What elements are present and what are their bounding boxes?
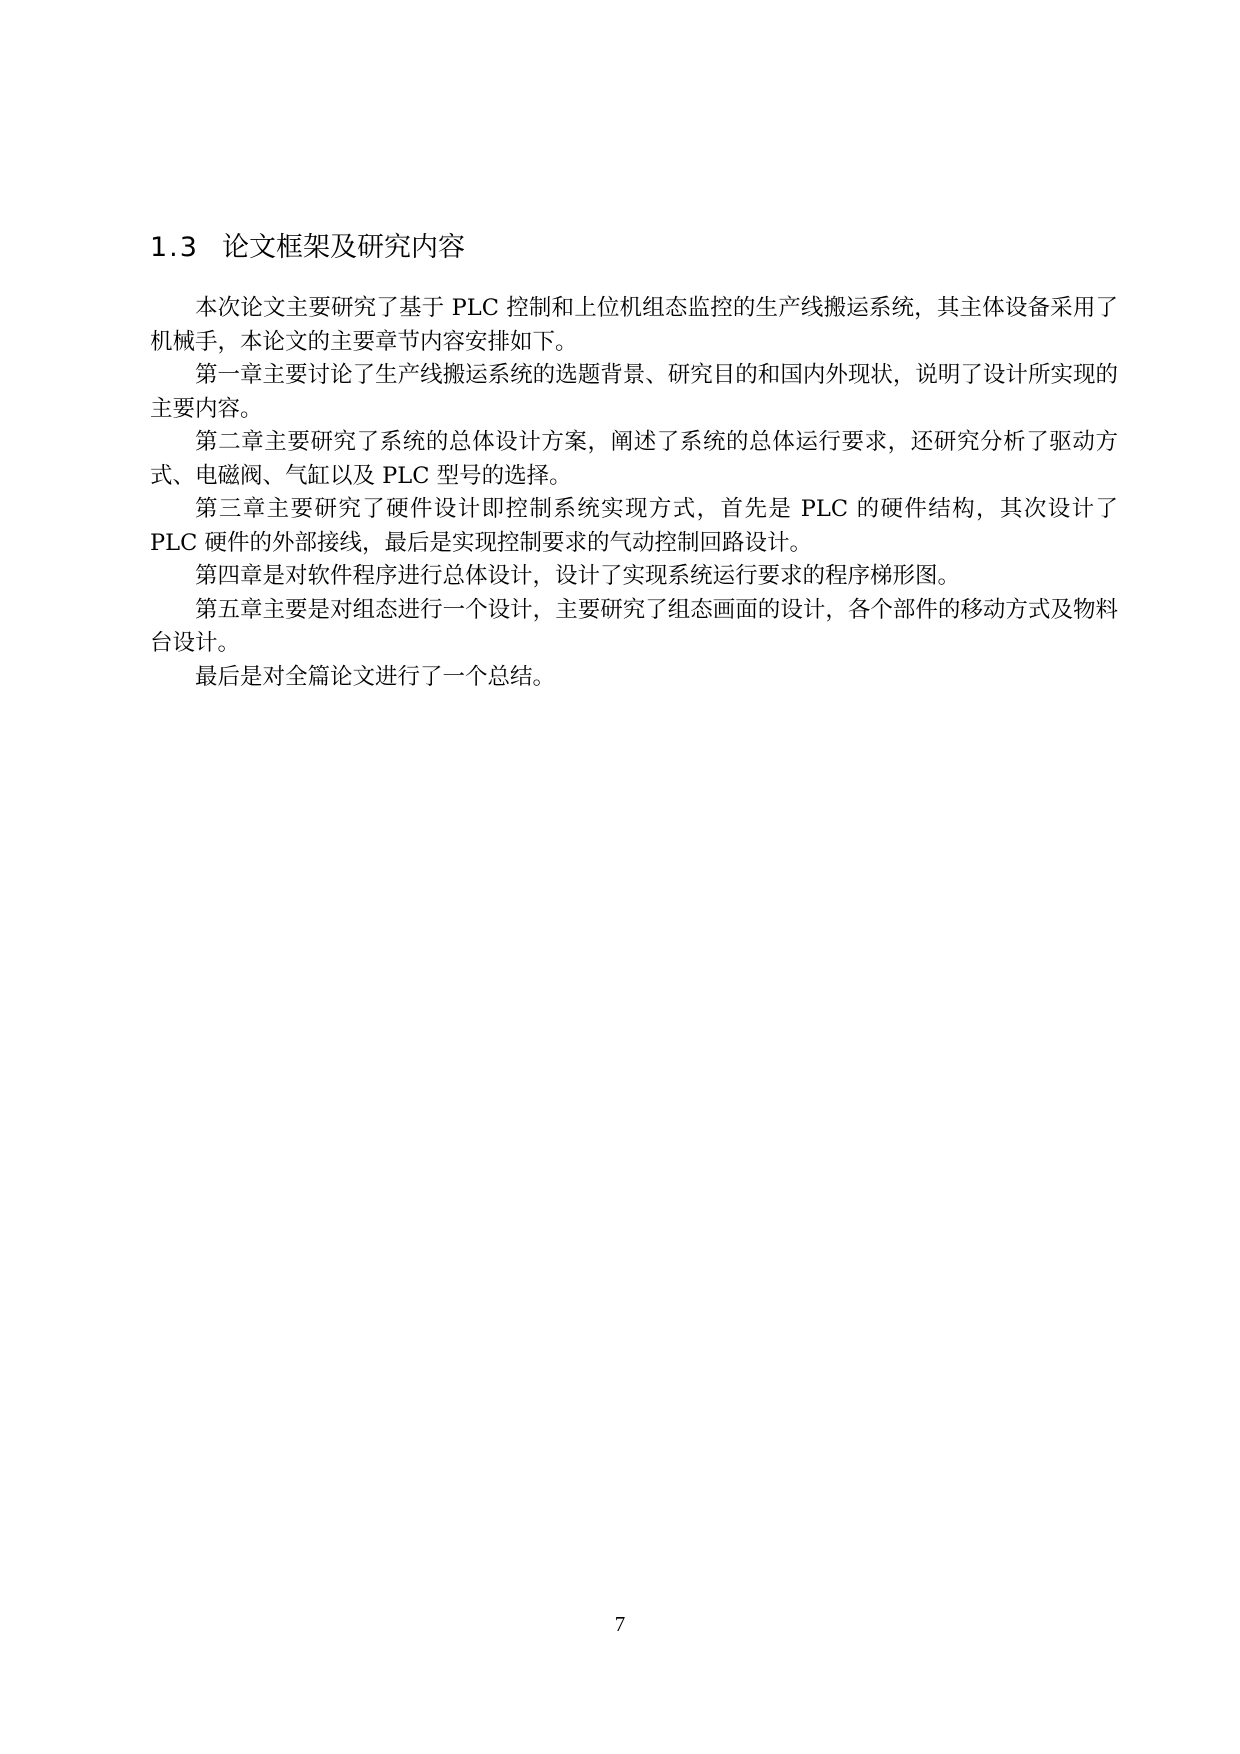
paragraph-chapter-5: 第五章主要是对组态进行一个设计，主要研究了组态画面的设计，各个部件的移动方式及物料台设计。 [150, 596, 1118, 656]
paragraph-chapter-1: 第一章主要讨论了生产线搬运系统的选题背景、研究目的和国内外现状，说明了设计所实现的主要内容。 [150, 362, 1118, 422]
section-number: 1.3 [150, 232, 199, 263]
paragraph-chapter-4: 第四章是对软件程序进行总体设计，设计了实现系统运行要求的程序梯形图。 [195, 563, 961, 589]
section-heading [150, 230, 465, 266]
paragraph-chapter-3: 第三章主要研究了硬件设计即控制系统实现方式，首先是 PLC 的硬件结构，其次设计了 PLC 硬件的外部接线，最后是实现控制要求的气动控制回路设计。 [150, 496, 1118, 556]
paragraph-intro: 本次论文主要研究了基于 PLC 控制和上位机组态监控的生产线搬运系统，其主体设备采用了机械手，本论文的主要章节内容安排如下。 [150, 295, 1118, 355]
body-text [150, 292, 1118, 694]
section-title: 论文框架及研究内容 [222, 232, 465, 263]
paragraph-chapter-2: 第二章主要研究了系统的总体设计方案，阐述了系统的总体运行要求，还研究分析了驱动方式、电磁阀、气缸以及 PLC 型号的选择。 [150, 429, 1118, 489]
paragraph-summary: 最后是对全篇论文进行了一个总结。 [195, 663, 556, 690]
page-number: 7 [614, 1612, 626, 1636]
